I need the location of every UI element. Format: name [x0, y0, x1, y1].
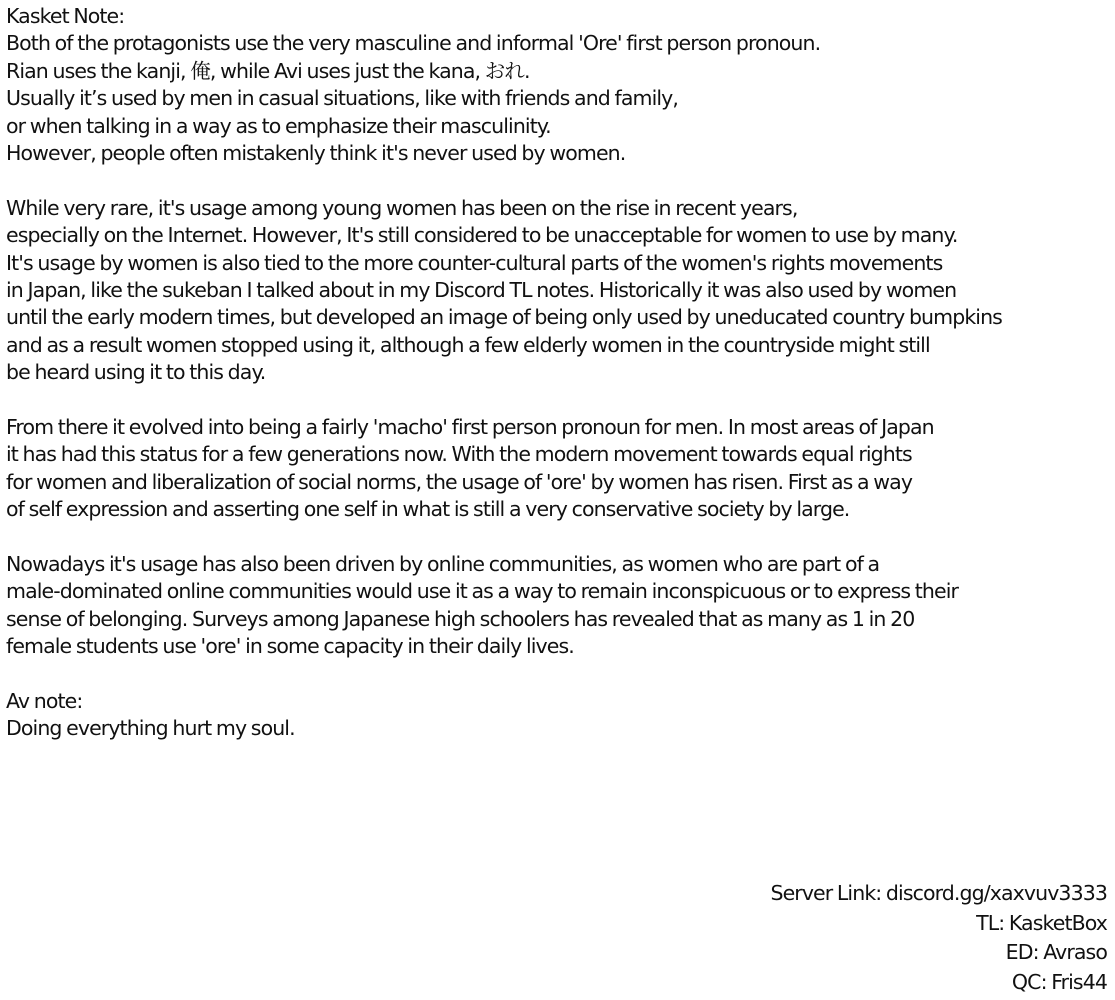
text-line: male-dominated online communities would use it as a way to remain inconspicuous or to express their [6, 579, 959, 604]
text-line: in Japan, like the sukeban I talked about in my Discord TL notes. Historically it was also used by women [6, 277, 957, 302]
text-line: and as a result women stopped using it, although a few elderly women in the countryside might still [6, 332, 930, 357]
text-line: It's usage by women is also tied to the more counter-cultural parts of the women's rights movements [6, 250, 943, 275]
text-line: or when talking in a way as to emphasize their masculinity. [6, 113, 551, 138]
av-note-body: Doing everything hurt my soul. [6, 716, 295, 741]
text-line: However, people often mistakenly think it's never used by women. [6, 140, 626, 165]
text-line: of self expression and asserting one self in what is still a very conservative society by large. [6, 497, 850, 522]
text-line: especially on the Internet. However, It's still considered to be unacceptable for women to use by many. [6, 223, 958, 248]
translation-notes [6, 3, 1111, 743]
text-line: While very rare, it's usage among young women has been on the rise in recent years, [6, 195, 798, 220]
paragraph-spacer [6, 660, 1111, 687]
paragraph-online-communities [6, 551, 1111, 661]
paragraph-usage-among-women [6, 195, 1111, 387]
server-link: Server Link: discord.gg/xaxvuv3333 [770, 881, 1107, 905]
paragraph-spacer [6, 167, 1111, 194]
text-line: From there it evolved into being a fairly 'macho' first person pronoun for men. In most areas of Japan [6, 414, 934, 439]
text-line: it has had this status for a few generations now. With the modern movement towards equal rights [6, 442, 912, 467]
av-note-heading: Av note: [6, 688, 83, 713]
qc-credit: QC: Fris44 [1011, 969, 1107, 994]
paragraph-spacer [6, 386, 1111, 413]
paragraph-ore-pronoun [6, 30, 1111, 167]
text-line: Nowadays it's usage has also been driven by online communities, as women who are part of a [6, 551, 880, 576]
text-line: sense of belonging. Surveys among Japanese high schoolers has revealed that as many as 1 in 20 [6, 606, 915, 631]
text-line: Both of the protagonists use the very masculine and informal 'Ore' first person pronoun. [6, 31, 821, 56]
paragraph-spacer [6, 523, 1111, 550]
text-line: Usually it’s used by men in casual situations, like with friends and family, [6, 86, 679, 111]
text-line: Rian uses the kanji, 俺, while Avi uses just the kana, おれ. [6, 58, 530, 83]
text-line: female students use 'ore' in some capacity in their daily lives. [6, 633, 574, 658]
paragraph-history [6, 414, 1111, 524]
editor-credit: ED: Avraso [1005, 940, 1107, 964]
translator-credit: TL: KasketBox [976, 910, 1107, 935]
text-line: for women and liberalization of social norms, the usage of 'ore' by women has risen. First as a way [6, 469, 913, 494]
text-line: until the early modern times, but developed an image of being only used by uneducated country bumpkins [6, 305, 1002, 330]
credits-block [770, 879, 1107, 997]
kasket-note-heading: Kasket Note: [6, 4, 125, 28]
text-line: be heard using it to this day. [6, 360, 266, 385]
